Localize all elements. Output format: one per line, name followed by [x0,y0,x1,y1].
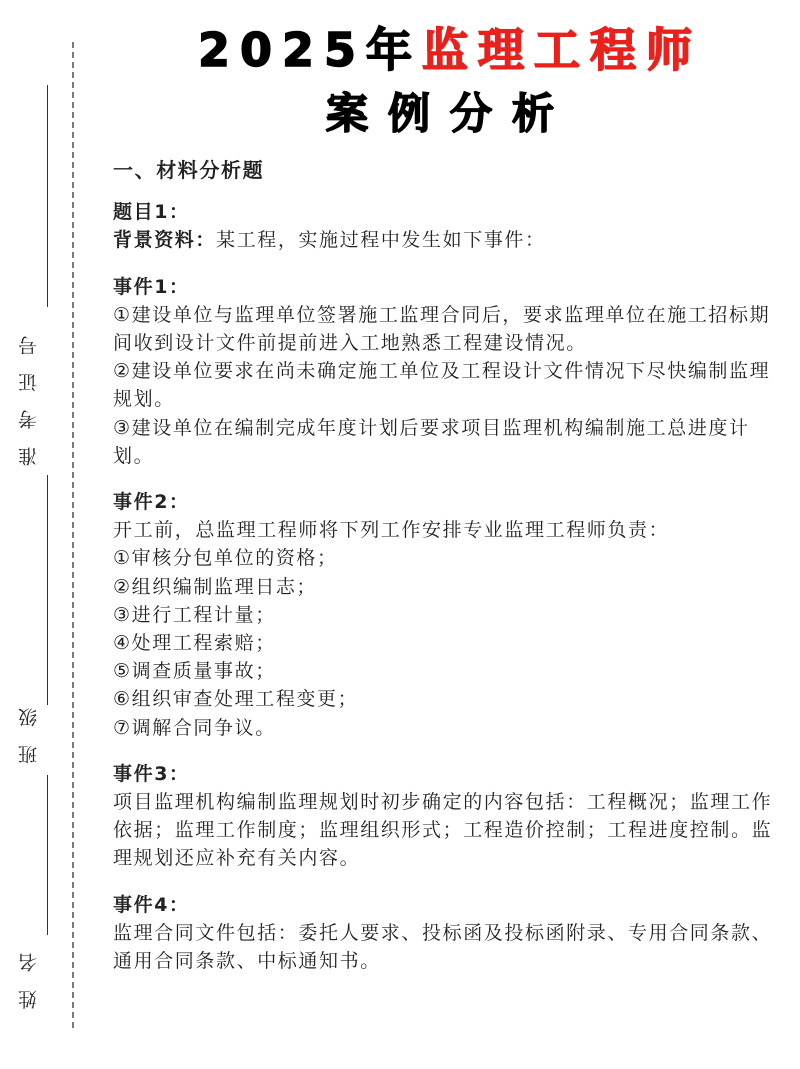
event-line: 监理合同文件包括：委托人要求、投标函及投标函附录、专用合同条款、通用合同条款、中标通知书。 [113,921,773,973]
title-year: 2025年 [197,23,423,77]
class-underline [47,475,48,705]
event-block [113,891,783,976]
event-line: ④处理工程索赔； [113,632,276,655]
event-block [113,488,783,742]
question-label: 题目1： [113,201,190,224]
name-underline [47,775,48,935]
page-subtitle: 案例分析 [325,89,574,138]
title-highlight: 监理工程师 [422,23,703,77]
event-label: 事件4： [113,893,190,916]
background-label: 背景资料： [113,229,217,252]
section-heading: 一、材料分析题 [113,158,265,182]
event-line: ⑦调解合同争议。 [113,716,276,739]
event-line: ②建设单位要求在尚未确定施工单位及工程设计文件情况下尽快编制监理规划。 [113,360,771,411]
name-label: 姓名 [18,935,40,1009]
event-block [113,760,783,873]
exam-id-underline [47,85,48,307]
event-line: 项目监理机构编制监理规划时初步确定的内容包括：工程概况；监理工作依据；监理工作制度；监理组织形式；工程造价控制；工程进度控制。监理规划还应补充有关内容。 [113,791,773,870]
event-label: 事件2： [113,491,190,514]
event-line: 开工前，总监理工程师将下列工作安排专业监理工程师负责： [113,519,670,542]
event-block [113,273,783,470]
dashed-cut-line [72,42,74,1028]
background-text: 某工程，实施过程中发生如下事件： [216,229,546,252]
exam-id-label: 准考证号 [18,318,40,466]
event-label: 事件1： [113,275,190,298]
event-line: ①审核分包单位的资格； [113,547,338,570]
background-paragraph [113,226,783,254]
event-line: ①建设单位与监理单位签署施工监理合同后，要求监理单位在施工招标期间收到设计文件前提前进入工地熟悉工程建设情况。 [113,303,771,355]
event-line: ②组织编制监理日志； [113,575,318,598]
event-line: ③建设单位在编制完成年度计划后要求项目监理机构编制施工总进度计划。 [113,416,750,467]
event-line: ⑥组织审查处理工程变更； [113,688,359,711]
class-label: 班级 [18,690,40,764]
question-block [113,198,783,254]
document-body [113,150,783,993]
event-label: 事件3： [113,762,190,785]
event-line: ③进行工程计量； [113,603,276,626]
event-line: ⑤调查质量事故； [113,660,276,683]
page-title [100,22,800,78]
binding-margin [0,0,100,1069]
